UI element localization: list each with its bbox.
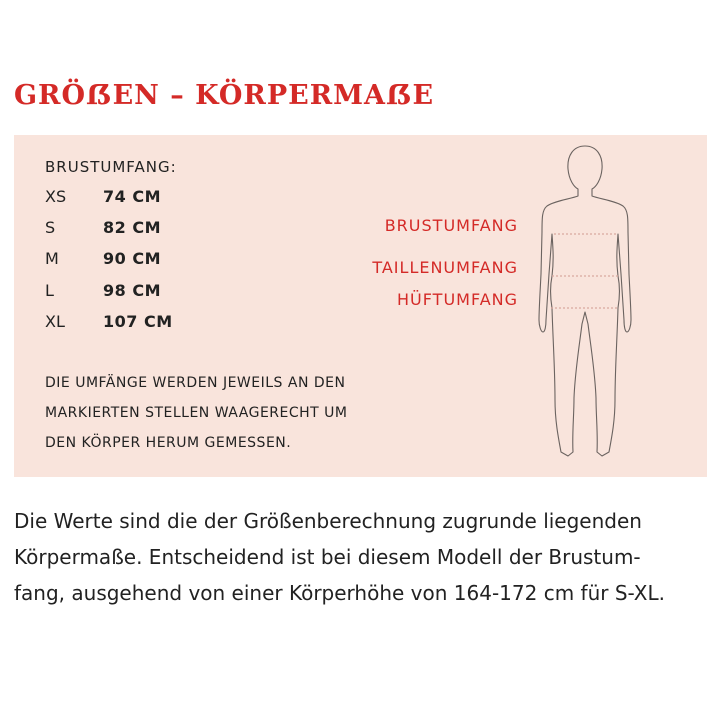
size-value: 90 CM [103,249,161,268]
description-text [14,503,704,611]
hip-label: HÜFTUMFANG [397,290,518,309]
size-label: XL [45,312,65,331]
measure-note-line: DIE UMFÄNGE WERDEN JEWEILS AN DEN [45,375,346,391]
sizes-heading: BRUSTUMFANG: [45,158,177,176]
description-line: fang, ausgehend von einer Körperhöhe von 164-172 cm für S-XL. [14,581,665,605]
body-figure-icon [530,142,640,462]
size-row-l [45,280,161,302]
size-value: 74 CM [103,187,161,206]
description-line: Körpermaße. Entscheidend ist bei diesem Modell der Brustum- [14,545,641,569]
size-value: 82 CM [103,218,161,237]
size-row-s [45,217,161,239]
page-title: GRÖẞEN – KÖRPERMAẞE [14,80,435,111]
size-label: XS [45,187,67,206]
size-label: L [45,281,54,300]
size-label: M [45,249,59,268]
size-value: 107 CM [103,312,173,331]
size-row-m [45,248,161,270]
waist-label: TAILLENUMFANG [372,258,518,277]
size-value: 98 CM [103,281,161,300]
size-row-xl [45,311,173,333]
size-row-xs [45,186,161,208]
measure-note-line: MARKIERTEN STELLEN WAAGERECHT UM [45,405,348,421]
size-label: S [45,218,56,237]
description-line: Die Werte sind die der Größenberechnung zugrunde liegenden [14,509,642,533]
measure-note-line: DEN KÖRPER HERUM GEMESSEN. [45,435,292,451]
bust-label: BRUSTUMFANG [384,216,518,235]
